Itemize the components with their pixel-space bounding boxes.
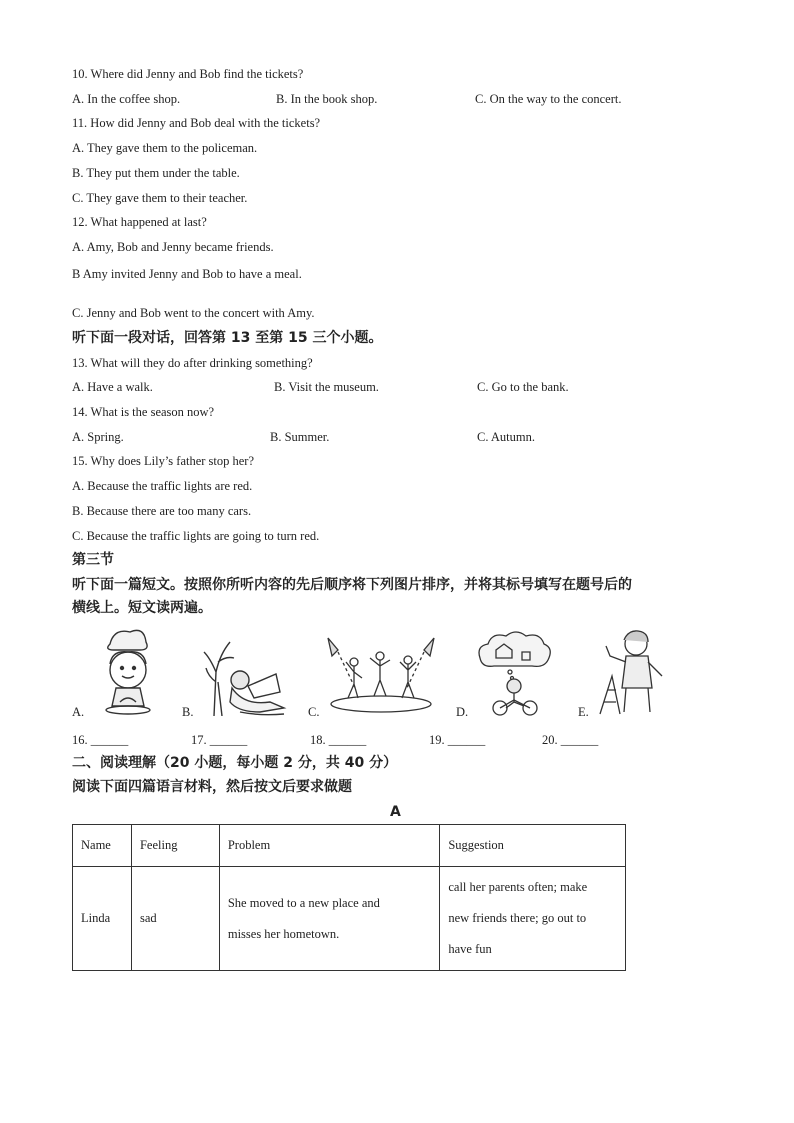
q15-option-c: C. Because the traffic lights are going to turn red. [72,529,320,543]
q10-option-c: C. On the way to the concert. [475,92,622,106]
q10-stem: 10. Where did Jenny and Bob find the tickets? [72,67,304,81]
people-dancing-on-stage-picture [326,632,436,714]
table-cell-feeling: sad [131,867,219,971]
suggestion-line-2: new friends there; go out to [448,911,587,925]
q12-option-b: B Amy invited Jenny and Bob to have a meal. [72,267,302,281]
q11-stem: 11. How did Jenny and Bob deal with the tickets? [72,116,321,130]
picture-b-label: B. [182,705,194,719]
picture-e-label: E. [578,705,589,719]
picture-c-label: C. [308,705,320,719]
answer-blank-16: 16. ______ [72,733,129,747]
q11-option-a: A. They gave them to the policeman. [72,141,258,155]
q14-option-b: B. Summer. [270,430,330,444]
q11-option-b: B. They put them under the table. [72,166,240,180]
table-cell-name: Linda [73,867,132,971]
q14-stem: 14. What is the season now? [72,405,215,419]
table-header-suggestion: Suggestion [440,825,626,867]
table-header-problem: Problem [219,825,440,867]
listening-instruction-13-15: 听下面一段对话，回答第 13 至第 15 三个小题。 [72,330,383,346]
answer-blank-19: 19. ______ [429,733,486,747]
boy-cycling-dreaming-picture [474,628,554,716]
q13-option-a: A. Have a walk. [72,380,153,394]
table-cell-problem [219,867,440,971]
problem-line-2: misses her hometown. [227,926,340,941]
q13-option-c: C. Go to the bank. [477,380,569,394]
picture-a-label: A. [72,705,85,719]
answer-blank-20: 20. ______ [542,733,599,747]
suggestion-line-1: call her parents often; make [448,880,588,894]
q15-stem: 15. Why does Lily’s father stop her? [72,454,255,468]
passage-a-table [72,824,626,971]
table-header-name: Name [73,825,132,867]
q12-option-a: A. Amy, Bob and Jenny became friends. [72,240,274,254]
section-3-instruction-line2: 横线上。短文读两遍。 [72,600,212,616]
q13-option-b: B. Visit the museum. [274,380,379,394]
boy-reading-under-tree-picture [200,632,288,716]
q14-option-a: A. Spring. [72,430,124,444]
answer-blank-18: 18. ______ [310,733,367,747]
q12-stem: 12. What happened at last? [72,215,207,229]
q12-option-c: C. Jenny and Bob went to the concert with Amy. [72,306,315,320]
girl-cooking-picture [92,624,162,716]
boy-painting-picture [596,626,672,716]
picture-d-label: D. [456,705,469,719]
part-2-instruction: 阅读下面四篇语言材料，然后按文后要求做题 [72,779,352,795]
q15-option-a: A. Because the traffic lights are red. [72,479,253,493]
suggestion-line-3: have fun [448,942,492,956]
table-header-feeling: Feeling [131,825,219,867]
table-row [73,867,626,971]
q10-option-a: A. In the coffee shop. [72,92,181,106]
table-header-row [73,825,626,867]
answer-blank-17: 17. ______ [191,733,248,747]
q13-stem: 13. What will they do after drinking something? [72,356,313,370]
section-3-instruction-line1: 听下面一篇短文。按照你所听内容的先后顺序将下列图片排序，并将其标号填写在题号后的 [72,577,632,593]
table-cell-suggestion [440,867,626,971]
q14-option-c: C. Autumn. [477,430,535,444]
part-2-title: 二、阅读理解（20 小题，每小题 2 分，共 40 分） [72,755,398,771]
problem-line-1: She moved to a new place and [227,895,380,910]
q11-option-c: C. They gave them to their teacher. [72,191,248,205]
q10-option-b: B. In the book shop. [276,92,378,106]
q15-option-b: B. Because there are too many cars. [72,504,252,518]
section-3-heading: 第三节 [72,552,114,568]
passage-a-label: A [390,804,401,820]
